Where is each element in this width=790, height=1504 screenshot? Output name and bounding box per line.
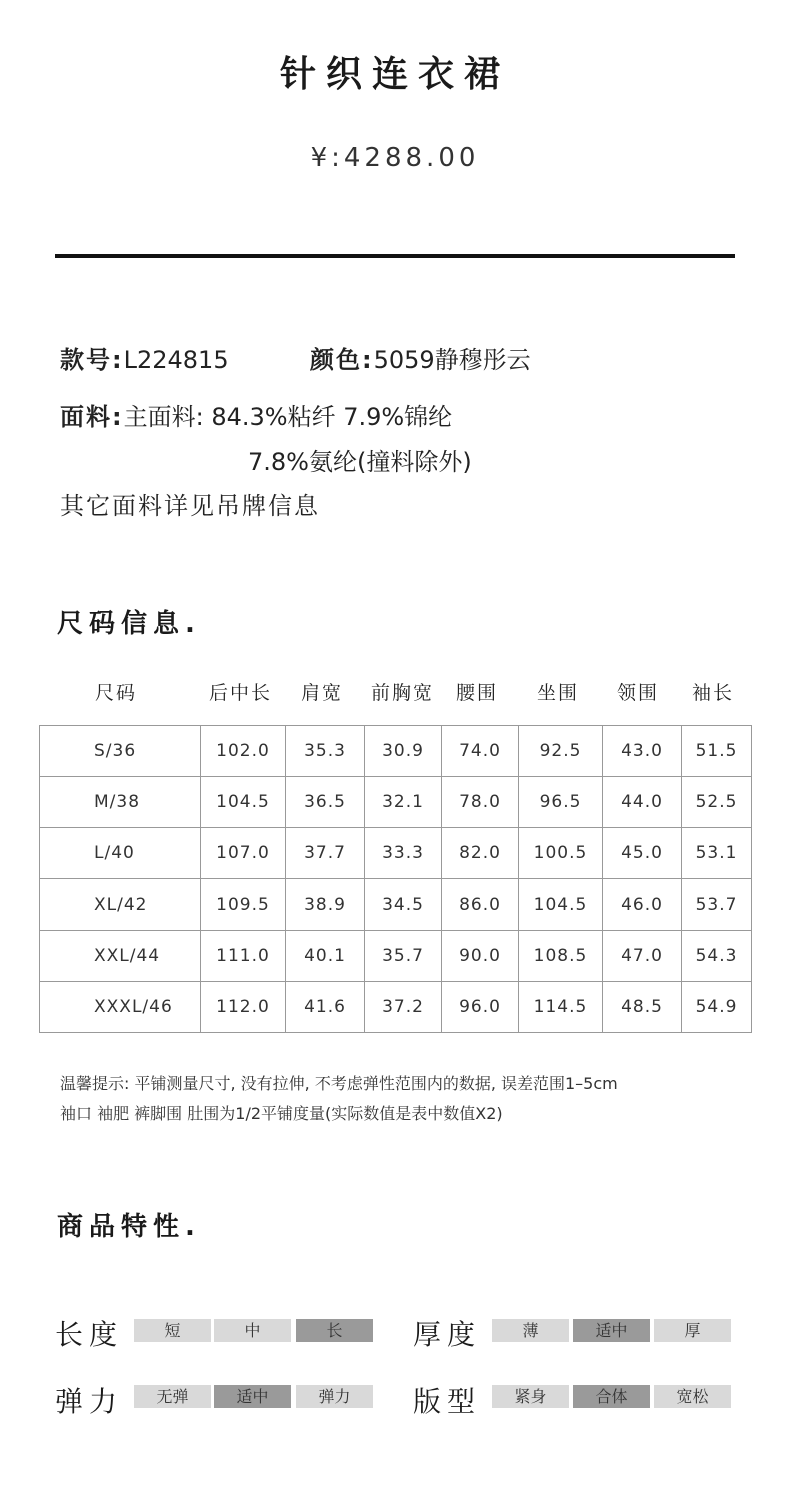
table-cell: 32.1 <box>365 777 442 828</box>
table-cell: 90.0 <box>442 930 519 981</box>
elasticity-option-medium: 适中 <box>214 1385 291 1408</box>
header-shoulder: 肩宽 <box>301 682 344 704</box>
table-cell: 74.0 <box>442 726 519 777</box>
header-chest: 前胸宽 <box>371 682 435 704</box>
table-cell: 52.5 <box>682 777 752 828</box>
table-cell: 36.5 <box>286 777 365 828</box>
table-cell: 96.5 <box>519 777 603 828</box>
table-cell: 54.3 <box>682 930 752 981</box>
style-number-value: L224815 <box>123 346 229 374</box>
table-cell: 46.0 <box>603 879 682 930</box>
table-cell: 34.5 <box>365 879 442 930</box>
table-cell: XXXL/46 <box>40 981 201 1032</box>
table-cell: 48.5 <box>603 981 682 1032</box>
feature-label-elasticity: 弹力 <box>55 1385 124 1418</box>
length-option-long: 长 <box>296 1319 373 1342</box>
table-row <box>40 726 752 777</box>
table-cell: 44.0 <box>603 777 682 828</box>
table-cell: 35.3 <box>286 726 365 777</box>
thickness-option-thin: 薄 <box>492 1319 569 1342</box>
table-cell: 109.5 <box>201 879 286 930</box>
table-cell: 47.0 <box>603 930 682 981</box>
color-info <box>310 340 531 375</box>
table-cell: 51.5 <box>682 726 752 777</box>
table-row <box>40 930 752 981</box>
feature-label-thickness: 厚度 <box>413 1318 482 1351</box>
table-cell: 92.5 <box>519 726 603 777</box>
table-cell: 30.9 <box>365 726 442 777</box>
table-cell: 54.9 <box>682 981 752 1032</box>
header-neck: 领围 <box>617 682 660 704</box>
fabric-info <box>60 397 452 432</box>
table-cell: 41.6 <box>286 981 365 1032</box>
table-cell: 108.5 <box>519 930 603 981</box>
table-cell: 33.3 <box>365 828 442 879</box>
table-row <box>40 879 752 930</box>
divider <box>55 254 735 258</box>
table-cell: 112.0 <box>201 981 286 1032</box>
measurement-note-2: 袖口 袖肥 裤脚围 肚围为1/2平铺度量(实际数值是表中数值X2) <box>60 1104 503 1123</box>
table-cell: 111.0 <box>201 930 286 981</box>
header-size: 尺码 <box>95 682 138 704</box>
fabric-line-3: 其它面料详见吊牌信息 <box>60 492 320 520</box>
table-row <box>40 777 752 828</box>
table-cell: 78.0 <box>442 777 519 828</box>
length-option-medium: 中 <box>214 1319 291 1342</box>
table-cell: 82.0 <box>442 828 519 879</box>
feature-label-fit: 版型 <box>413 1385 482 1418</box>
table-cell: 40.1 <box>286 930 365 981</box>
fit-option-loose: 宽松 <box>654 1385 731 1408</box>
size-section-title: 尺码信息. <box>57 609 201 639</box>
table-cell: 104.5 <box>201 777 286 828</box>
header-sleeve: 袖长 <box>692 682 735 704</box>
product-price: ¥:4288.00 <box>310 143 480 173</box>
table-cell: XL/42 <box>40 879 201 930</box>
style-number-label: 款号: <box>60 346 124 374</box>
table-cell: 38.9 <box>286 879 365 930</box>
color-value: 5059静穆彤云 <box>373 346 531 374</box>
table-cell: 104.5 <box>519 879 603 930</box>
style-number <box>60 340 229 375</box>
table-cell: XXL/44 <box>40 930 201 981</box>
measurement-note-1: 温馨提示: 平铺测量尺寸, 没有拉伸, 不考虑弹性范围内的数据, 误差范围1–5cm <box>60 1074 618 1093</box>
table-cell: 114.5 <box>519 981 603 1032</box>
table-row <box>40 981 752 1032</box>
fit-option-regular: 合体 <box>573 1385 650 1408</box>
thickness-option-thick: 厚 <box>654 1319 731 1342</box>
table-cell: 35.7 <box>365 930 442 981</box>
table-cell: S/36 <box>40 726 201 777</box>
fabric-line-2: 7.8%氨纶(撞料除外) <box>248 448 472 476</box>
table-cell: 45.0 <box>603 828 682 879</box>
product-title: 针织连衣裙 <box>279 54 510 95</box>
table-cell: 96.0 <box>442 981 519 1032</box>
table-cell: 102.0 <box>201 726 286 777</box>
table-cell: 37.7 <box>286 828 365 879</box>
table-cell: M/38 <box>40 777 201 828</box>
elasticity-option-stretch: 弹力 <box>296 1385 373 1408</box>
table-cell: 43.0 <box>603 726 682 777</box>
table-cell: L/40 <box>40 828 201 879</box>
table-cell: 37.2 <box>365 981 442 1032</box>
fabric-label: 面料: <box>60 403 124 431</box>
feature-label-length: 长度 <box>55 1318 124 1351</box>
table-cell: 100.5 <box>519 828 603 879</box>
features-section-title: 商品特性. <box>57 1212 201 1242</box>
color-label: 颜色: <box>310 346 374 374</box>
header-waist: 腰围 <box>456 682 499 704</box>
table-cell: 107.0 <box>201 828 286 879</box>
table-cell: 53.1 <box>682 828 752 879</box>
table-cell: 53.7 <box>682 879 752 930</box>
header-back-length: 后中长 <box>209 682 273 704</box>
table-cell: 86.0 <box>442 879 519 930</box>
fabric-line-1: 主面料: 84.3%粘纤 7.9%锦纶 <box>123 403 453 431</box>
fit-option-slim: 紧身 <box>492 1385 569 1408</box>
thickness-option-medium: 适中 <box>573 1319 650 1342</box>
length-option-short: 短 <box>134 1319 211 1342</box>
table-row <box>40 828 752 879</box>
elasticity-option-none: 无弹 <box>134 1385 211 1408</box>
size-table <box>39 725 752 1033</box>
header-hip: 坐围 <box>537 682 580 704</box>
